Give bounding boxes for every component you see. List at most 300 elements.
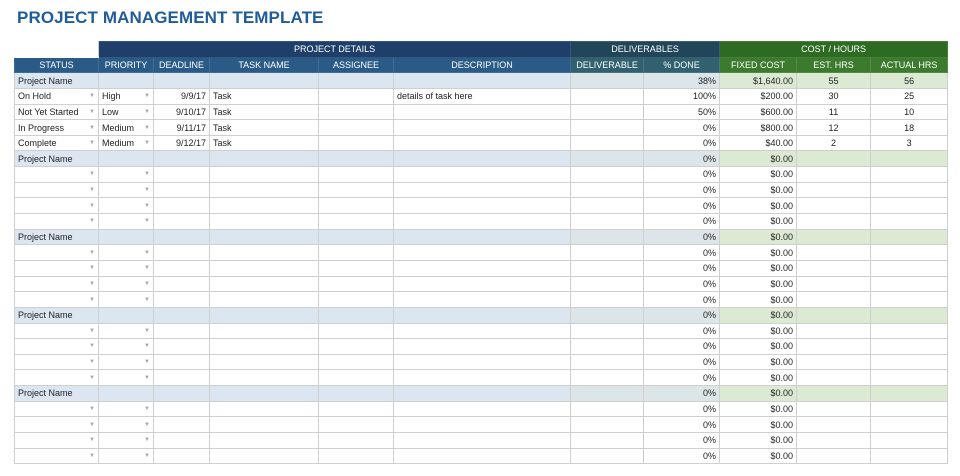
project-detail-cell[interactable]: [154, 151, 210, 167]
project-deliverable-cell[interactable]: [571, 386, 644, 402]
dropdown-arrow-icon[interactable]: ▼: [89, 93, 95, 100]
dropdown-arrow-icon[interactable]: ▼: [144, 406, 150, 413]
project-detail-cell[interactable]: [210, 307, 319, 323]
priority-dropdown[interactable]: [99, 182, 154, 198]
pct-done-cell[interactable]: 0%: [644, 433, 720, 449]
pct-done-cell[interactable]: 0%: [644, 214, 720, 230]
fixed-cost-cell[interactable]: $0.00: [720, 401, 797, 417]
dropdown-arrow-icon[interactable]: ▼: [144, 421, 150, 428]
status-dropdown[interactable]: [15, 167, 99, 183]
priority-dropdown[interactable]: [99, 323, 154, 339]
task-name-cell[interactable]: [210, 433, 319, 449]
est-hrs-cell[interactable]: [797, 276, 871, 292]
deadline-cell[interactable]: [154, 323, 210, 339]
project-fixed-cost-cell[interactable]: $0.00: [720, 307, 797, 323]
project-detail-cell[interactable]: [154, 73, 210, 89]
project-pct-done-cell[interactable]: 0%: [644, 386, 720, 402]
project-pct-done-cell[interactable]: 0%: [644, 229, 720, 245]
actual-hrs-cell[interactable]: [871, 401, 948, 417]
project-detail-cell[interactable]: [394, 307, 571, 323]
project-est-hrs-cell[interactable]: [797, 386, 871, 402]
status-dropdown[interactable]: [15, 198, 99, 214]
task-name-cell[interactable]: Task: [210, 88, 319, 104]
fixed-cost-cell[interactable]: $600.00: [720, 104, 797, 120]
assignee-cell[interactable]: [319, 370, 394, 386]
actual-hrs-cell[interactable]: [871, 276, 948, 292]
dropdown-arrow-icon[interactable]: ▼: [89, 218, 95, 225]
project-actual-hrs-cell[interactable]: [871, 229, 948, 245]
priority-dropdown[interactable]: [99, 104, 154, 120]
assignee-cell[interactable]: [319, 433, 394, 449]
assignee-cell[interactable]: [319, 167, 394, 183]
project-detail-cell[interactable]: [394, 151, 571, 167]
pct-done-cell[interactable]: 0%: [644, 182, 720, 198]
est-hrs-cell[interactable]: [797, 323, 871, 339]
project-detail-cell[interactable]: [99, 73, 154, 89]
project-detail-cell[interactable]: [154, 229, 210, 245]
project-detail-cell[interactable]: [210, 229, 319, 245]
priority-dropdown[interactable]: [99, 448, 154, 464]
description-cell[interactable]: [394, 448, 571, 464]
dropdown-arrow-icon[interactable]: ▼: [89, 452, 95, 459]
description-cell[interactable]: [394, 260, 571, 276]
assignee-cell[interactable]: [319, 88, 394, 104]
project-detail-cell[interactable]: [394, 229, 571, 245]
dropdown-arrow-icon[interactable]: ▼: [144, 187, 150, 194]
deliverable-cell[interactable]: [571, 135, 644, 151]
fixed-cost-cell[interactable]: $0.00: [720, 323, 797, 339]
est-hrs-cell[interactable]: 12: [797, 120, 871, 136]
fixed-cost-cell[interactable]: $0.00: [720, 417, 797, 433]
status-dropdown[interactable]: [15, 417, 99, 433]
priority-dropdown[interactable]: [99, 433, 154, 449]
priority-dropdown[interactable]: [99, 260, 154, 276]
deliverable-cell[interactable]: [571, 104, 644, 120]
fixed-cost-cell[interactable]: $800.00: [720, 120, 797, 136]
pct-done-cell[interactable]: 0%: [644, 198, 720, 214]
description-cell[interactable]: [394, 104, 571, 120]
pct-done-cell[interactable]: 0%: [644, 448, 720, 464]
status-dropdown[interactable]: [15, 323, 99, 339]
description-cell[interactable]: [394, 417, 571, 433]
est-hrs-cell[interactable]: [797, 167, 871, 183]
est-hrs-cell[interactable]: [797, 182, 871, 198]
est-hrs-cell[interactable]: [797, 260, 871, 276]
priority-dropdown[interactable]: [99, 417, 154, 433]
dropdown-arrow-icon[interactable]: ▼: [144, 249, 150, 256]
dropdown-arrow-icon[interactable]: ▼: [144, 108, 150, 115]
est-hrs-cell[interactable]: [797, 214, 871, 230]
assignee-cell[interactable]: [319, 214, 394, 230]
project-actual-hrs-cell[interactable]: 56: [871, 73, 948, 89]
task-name-cell[interactable]: Task: [210, 135, 319, 151]
fixed-cost-cell[interactable]: $0.00: [720, 370, 797, 386]
project-name-cell[interactable]: Project Name: [15, 151, 99, 167]
priority-dropdown[interactable]: [99, 354, 154, 370]
description-cell[interactable]: [394, 120, 571, 136]
project-name-cell[interactable]: Project Name: [15, 307, 99, 323]
status-dropdown[interactable]: [15, 354, 99, 370]
assignee-cell[interactable]: [319, 104, 394, 120]
description-cell[interactable]: [394, 245, 571, 261]
project-detail-cell[interactable]: [99, 386, 154, 402]
status-dropdown[interactable]: [15, 245, 99, 261]
project-est-hrs-cell[interactable]: [797, 151, 871, 167]
deadline-cell[interactable]: [154, 276, 210, 292]
dropdown-arrow-icon[interactable]: ▼: [89, 343, 95, 350]
dropdown-arrow-icon[interactable]: ▼: [89, 140, 95, 147]
task-name-cell[interactable]: [210, 198, 319, 214]
assignee-cell[interactable]: [319, 323, 394, 339]
deliverable-cell[interactable]: [571, 120, 644, 136]
description-cell[interactable]: [394, 198, 571, 214]
project-pct-done-cell[interactable]: 38%: [644, 73, 720, 89]
actual-hrs-cell[interactable]: [871, 354, 948, 370]
fixed-cost-cell[interactable]: $40.00: [720, 135, 797, 151]
dropdown-arrow-icon[interactable]: ▼: [144, 93, 150, 100]
assignee-cell[interactable]: [319, 198, 394, 214]
deliverable-cell[interactable]: [571, 448, 644, 464]
deadline-cell[interactable]: [154, 417, 210, 433]
priority-dropdown[interactable]: [99, 88, 154, 104]
dropdown-arrow-icon[interactable]: ▼: [89, 249, 95, 256]
actual-hrs-cell[interactable]: [871, 292, 948, 308]
project-fixed-cost-cell[interactable]: $0.00: [720, 386, 797, 402]
task-name-cell[interactable]: [210, 448, 319, 464]
actual-hrs-cell[interactable]: [871, 339, 948, 355]
dropdown-arrow-icon[interactable]: ▼: [89, 437, 95, 444]
pct-done-cell[interactable]: 0%: [644, 339, 720, 355]
project-deliverable-cell[interactable]: [571, 229, 644, 245]
assignee-cell[interactable]: [319, 245, 394, 261]
project-deliverable-cell[interactable]: [571, 73, 644, 89]
deadline-cell[interactable]: [154, 433, 210, 449]
description-cell[interactable]: [394, 167, 571, 183]
assignee-cell[interactable]: [319, 417, 394, 433]
deliverable-cell[interactable]: [571, 292, 644, 308]
dropdown-arrow-icon[interactable]: ▼: [89, 327, 95, 334]
deadline-cell[interactable]: [154, 401, 210, 417]
dropdown-arrow-icon[interactable]: ▼: [89, 265, 95, 272]
deliverable-cell[interactable]: [571, 245, 644, 261]
deliverable-cell[interactable]: [571, 433, 644, 449]
deadline-cell[interactable]: [154, 198, 210, 214]
actual-hrs-cell[interactable]: [871, 198, 948, 214]
dropdown-arrow-icon[interactable]: ▼: [144, 140, 150, 147]
deliverable-cell[interactable]: [571, 339, 644, 355]
fixed-cost-cell[interactable]: $0.00: [720, 292, 797, 308]
fixed-cost-cell[interactable]: $0.00: [720, 198, 797, 214]
pct-done-cell[interactable]: 0%: [644, 417, 720, 433]
status-dropdown[interactable]: [15, 104, 99, 120]
task-name-cell[interactable]: Task: [210, 104, 319, 120]
project-pct-done-cell[interactable]: 0%: [644, 307, 720, 323]
priority-dropdown[interactable]: [99, 276, 154, 292]
deadline-cell[interactable]: [154, 182, 210, 198]
deliverable-cell[interactable]: [571, 370, 644, 386]
pct-done-cell[interactable]: 0%: [644, 135, 720, 151]
deliverable-cell[interactable]: [571, 260, 644, 276]
status-dropdown[interactable]: [15, 182, 99, 198]
deadline-cell[interactable]: 9/9/17: [154, 88, 210, 104]
description-cell[interactable]: [394, 182, 571, 198]
deadline-cell[interactable]: 9/11/17: [154, 120, 210, 136]
est-hrs-cell[interactable]: [797, 417, 871, 433]
dropdown-arrow-icon[interactable]: ▼: [144, 296, 150, 303]
actual-hrs-cell[interactable]: [871, 448, 948, 464]
pct-done-cell[interactable]: 0%: [644, 354, 720, 370]
fixed-cost-cell[interactable]: $200.00: [720, 88, 797, 104]
description-cell[interactable]: [394, 214, 571, 230]
dropdown-arrow-icon[interactable]: ▼: [144, 327, 150, 334]
est-hrs-cell[interactable]: [797, 401, 871, 417]
actual-hrs-cell[interactable]: 18: [871, 120, 948, 136]
task-name-cell[interactable]: [210, 214, 319, 230]
assignee-cell[interactable]: [319, 276, 394, 292]
project-detail-cell[interactable]: [99, 229, 154, 245]
dropdown-arrow-icon[interactable]: ▼: [89, 171, 95, 178]
project-name-cell[interactable]: Project Name: [15, 229, 99, 245]
description-cell[interactable]: [394, 276, 571, 292]
project-name-cell[interactable]: Project Name: [15, 73, 99, 89]
status-dropdown[interactable]: [15, 214, 99, 230]
status-dropdown[interactable]: [15, 276, 99, 292]
est-hrs-cell[interactable]: [797, 354, 871, 370]
project-detail-cell[interactable]: [319, 151, 394, 167]
fixed-cost-cell[interactable]: $0.00: [720, 167, 797, 183]
actual-hrs-cell[interactable]: 10: [871, 104, 948, 120]
est-hrs-cell[interactable]: [797, 292, 871, 308]
description-cell[interactable]: [394, 354, 571, 370]
project-fixed-cost-cell[interactable]: $0.00: [720, 151, 797, 167]
deliverable-cell[interactable]: [571, 417, 644, 433]
dropdown-arrow-icon[interactable]: ▼: [144, 374, 150, 381]
task-name-cell[interactable]: [210, 245, 319, 261]
project-deliverable-cell[interactable]: [571, 151, 644, 167]
dropdown-arrow-icon[interactable]: ▼: [89, 280, 95, 287]
project-detail-cell[interactable]: [319, 73, 394, 89]
task-name-cell[interactable]: [210, 260, 319, 276]
pct-done-cell[interactable]: 0%: [644, 401, 720, 417]
description-cell[interactable]: [394, 370, 571, 386]
dropdown-arrow-icon[interactable]: ▼: [89, 421, 95, 428]
pct-done-cell[interactable]: 0%: [644, 370, 720, 386]
dropdown-arrow-icon[interactable]: ▼: [144, 359, 150, 366]
deliverable-cell[interactable]: [571, 167, 644, 183]
dropdown-arrow-icon[interactable]: ▼: [89, 187, 95, 194]
dropdown-arrow-icon[interactable]: ▼: [89, 202, 95, 209]
dropdown-arrow-icon[interactable]: ▼: [144, 343, 150, 350]
priority-dropdown[interactable]: [99, 120, 154, 136]
task-name-cell[interactable]: [210, 292, 319, 308]
assignee-cell[interactable]: [319, 354, 394, 370]
deadline-cell[interactable]: [154, 214, 210, 230]
fixed-cost-cell[interactable]: $0.00: [720, 448, 797, 464]
pct-done-cell[interactable]: 0%: [644, 276, 720, 292]
actual-hrs-cell[interactable]: [871, 214, 948, 230]
pct-done-cell[interactable]: 0%: [644, 245, 720, 261]
dropdown-arrow-icon[interactable]: ▼: [89, 374, 95, 381]
fixed-cost-cell[interactable]: $0.00: [720, 276, 797, 292]
priority-dropdown[interactable]: [99, 401, 154, 417]
project-est-hrs-cell[interactable]: [797, 229, 871, 245]
project-pct-done-cell[interactable]: 0%: [644, 151, 720, 167]
task-name-cell[interactable]: [210, 370, 319, 386]
pct-done-cell[interactable]: 0%: [644, 120, 720, 136]
project-detail-cell[interactable]: [99, 151, 154, 167]
project-detail-cell[interactable]: [210, 73, 319, 89]
deadline-cell[interactable]: [154, 292, 210, 308]
project-detail-cell[interactable]: [319, 386, 394, 402]
est-hrs-cell[interactable]: [797, 339, 871, 355]
fixed-cost-cell[interactable]: $0.00: [720, 260, 797, 276]
est-hrs-cell[interactable]: 30: [797, 88, 871, 104]
actual-hrs-cell[interactable]: [871, 260, 948, 276]
description-cell[interactable]: [394, 433, 571, 449]
deadline-cell[interactable]: [154, 245, 210, 261]
status-dropdown[interactable]: [15, 292, 99, 308]
est-hrs-cell[interactable]: 11: [797, 104, 871, 120]
project-detail-cell[interactable]: [210, 386, 319, 402]
dropdown-arrow-icon[interactable]: ▼: [89, 296, 95, 303]
status-dropdown[interactable]: [15, 120, 99, 136]
dropdown-arrow-icon[interactable]: ▼: [89, 359, 95, 366]
assignee-cell[interactable]: [319, 260, 394, 276]
project-actual-hrs-cell[interactable]: [871, 307, 948, 323]
deliverable-cell[interactable]: [571, 323, 644, 339]
project-actual-hrs-cell[interactable]: [871, 386, 948, 402]
actual-hrs-cell[interactable]: [871, 370, 948, 386]
description-cell[interactable]: [394, 339, 571, 355]
fixed-cost-cell[interactable]: $0.00: [720, 339, 797, 355]
deliverable-cell[interactable]: [571, 401, 644, 417]
actual-hrs-cell[interactable]: [871, 182, 948, 198]
deadline-cell[interactable]: [154, 448, 210, 464]
task-name-cell[interactable]: Task: [210, 120, 319, 136]
task-name-cell[interactable]: [210, 339, 319, 355]
pct-done-cell[interactable]: 100%: [644, 88, 720, 104]
pct-done-cell[interactable]: 50%: [644, 104, 720, 120]
assignee-cell[interactable]: [319, 339, 394, 355]
priority-dropdown[interactable]: [99, 292, 154, 308]
task-name-cell[interactable]: [210, 401, 319, 417]
dropdown-arrow-icon[interactable]: ▼: [89, 124, 95, 131]
priority-dropdown[interactable]: [99, 339, 154, 355]
status-dropdown[interactable]: [15, 88, 99, 104]
task-name-cell[interactable]: [210, 417, 319, 433]
est-hrs-cell[interactable]: 2: [797, 135, 871, 151]
deadline-cell[interactable]: [154, 167, 210, 183]
priority-dropdown[interactable]: [99, 167, 154, 183]
status-dropdown[interactable]: [15, 260, 99, 276]
actual-hrs-cell[interactable]: [871, 433, 948, 449]
project-name-cell[interactable]: Project Name: [15, 386, 99, 402]
fixed-cost-cell[interactable]: $0.00: [720, 182, 797, 198]
priority-dropdown[interactable]: [99, 245, 154, 261]
project-detail-cell[interactable]: [210, 151, 319, 167]
project-deliverable-cell[interactable]: [571, 307, 644, 323]
project-est-hrs-cell[interactable]: [797, 307, 871, 323]
description-cell[interactable]: [394, 323, 571, 339]
assignee-cell[interactable]: [319, 182, 394, 198]
pct-done-cell[interactable]: 0%: [644, 323, 720, 339]
fixed-cost-cell[interactable]: $0.00: [720, 354, 797, 370]
est-hrs-cell[interactable]: [797, 198, 871, 214]
est-hrs-cell[interactable]: [797, 245, 871, 261]
description-cell[interactable]: details of task here: [394, 88, 571, 104]
project-fixed-cost-cell[interactable]: $1,640.00: [720, 73, 797, 89]
priority-dropdown[interactable]: [99, 198, 154, 214]
assignee-cell[interactable]: [319, 448, 394, 464]
task-name-cell[interactable]: [210, 354, 319, 370]
description-cell[interactable]: [394, 401, 571, 417]
status-dropdown[interactable]: [15, 401, 99, 417]
project-detail-cell[interactable]: [394, 73, 571, 89]
project-detail-cell[interactable]: [99, 307, 154, 323]
pct-done-cell[interactable]: 0%: [644, 167, 720, 183]
actual-hrs-cell[interactable]: 25: [871, 88, 948, 104]
project-detail-cell[interactable]: [394, 386, 571, 402]
fixed-cost-cell[interactable]: $0.00: [720, 245, 797, 261]
deliverable-cell[interactable]: [571, 182, 644, 198]
status-dropdown[interactable]: [15, 448, 99, 464]
actual-hrs-cell[interactable]: 3: [871, 135, 948, 151]
project-est-hrs-cell[interactable]: 55: [797, 73, 871, 89]
deadline-cell[interactable]: [154, 339, 210, 355]
task-name-cell[interactable]: [210, 276, 319, 292]
priority-dropdown[interactable]: [99, 135, 154, 151]
dropdown-arrow-icon[interactable]: ▼: [144, 437, 150, 444]
actual-hrs-cell[interactable]: [871, 245, 948, 261]
deliverable-cell[interactable]: [571, 276, 644, 292]
priority-dropdown[interactable]: [99, 370, 154, 386]
dropdown-arrow-icon[interactable]: ▼: [89, 108, 95, 115]
est-hrs-cell[interactable]: [797, 370, 871, 386]
deadline-cell[interactable]: 9/10/17: [154, 104, 210, 120]
task-name-cell[interactable]: [210, 323, 319, 339]
assignee-cell[interactable]: [319, 135, 394, 151]
task-name-cell[interactable]: [210, 182, 319, 198]
dropdown-arrow-icon[interactable]: ▼: [89, 406, 95, 413]
status-dropdown[interactable]: [15, 433, 99, 449]
deliverable-cell[interactable]: [571, 354, 644, 370]
project-detail-cell[interactable]: [319, 229, 394, 245]
project-detail-cell[interactable]: [319, 307, 394, 323]
dropdown-arrow-icon[interactable]: ▼: [144, 202, 150, 209]
assignee-cell[interactable]: [319, 401, 394, 417]
fixed-cost-cell[interactable]: $0.00: [720, 433, 797, 449]
dropdown-arrow-icon[interactable]: ▼: [144, 452, 150, 459]
deliverable-cell[interactable]: [571, 198, 644, 214]
dropdown-arrow-icon[interactable]: ▼: [144, 218, 150, 225]
actual-hrs-cell[interactable]: [871, 167, 948, 183]
project-detail-cell[interactable]: [154, 307, 210, 323]
project-actual-hrs-cell[interactable]: [871, 151, 948, 167]
pct-done-cell[interactable]: 0%: [644, 260, 720, 276]
deliverable-cell[interactable]: [571, 88, 644, 104]
priority-dropdown[interactable]: [99, 214, 154, 230]
est-hrs-cell[interactable]: [797, 433, 871, 449]
dropdown-arrow-icon[interactable]: ▼: [144, 265, 150, 272]
fixed-cost-cell[interactable]: $0.00: [720, 214, 797, 230]
actual-hrs-cell[interactable]: [871, 417, 948, 433]
actual-hrs-cell[interactable]: [871, 323, 948, 339]
assignee-cell[interactable]: [319, 292, 394, 308]
deadline-cell[interactable]: [154, 370, 210, 386]
pct-done-cell[interactable]: 0%: [644, 292, 720, 308]
deadline-cell[interactable]: [154, 354, 210, 370]
dropdown-arrow-icon[interactable]: ▼: [144, 280, 150, 287]
